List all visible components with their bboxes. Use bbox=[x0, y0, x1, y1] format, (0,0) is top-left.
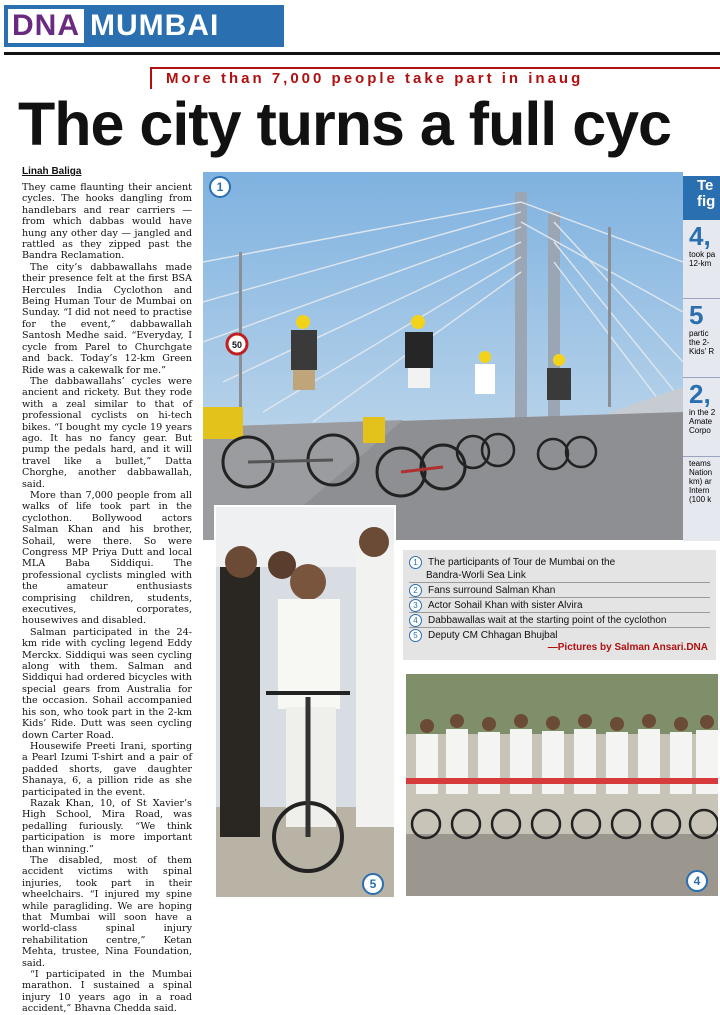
stat-number: 5 bbox=[689, 300, 704, 330]
bhujbal-illustration bbox=[216, 507, 394, 897]
article-paragraph: “I participated in the Mumbai marathon. I sustained a spinal injury 10 years ago in a road accident,” Bhavna Chedda said. bbox=[22, 969, 192, 1015]
photo-number-badge: 1 bbox=[209, 176, 231, 198]
caption-item bbox=[409, 614, 666, 627]
caption-item bbox=[409, 584, 555, 597]
caption-number: 3 bbox=[409, 599, 422, 612]
article-paragraph: Housewife Preeti Irani, sporting a Pearl Izumi T-shirt and a pair of padded shorts, gave daughter Shanaya, 6, a pillion ride as she participated in the event. bbox=[22, 740, 192, 798]
caption-text: Deputy CM Chhagan Bhujbal bbox=[428, 630, 558, 641]
article-paragraph: They came flaunting their ancient cycles. The hooks dangling from handlebars and rear carriers — from which dabbas would have hung any other day — jangled and rattled as they zipped past the Bandra Reclamation. bbox=[22, 182, 192, 262]
caption-text: Bandra-Worli Sea Link bbox=[426, 570, 526, 581]
caption-number: 5 bbox=[409, 629, 422, 642]
stat-line: km) ar bbox=[689, 477, 712, 486]
caption-text: Fans surround Salman Khan bbox=[428, 585, 556, 596]
masthead bbox=[4, 5, 284, 47]
article-body bbox=[22, 182, 192, 1015]
article-paragraph: More than 7,000 people from all walks of life took part in the cyclothon. Bollywood actors Salman Khan and his brother, Sohail, were there. So were Congress MP Priya Dutt and local MLA Baba Siddiqui. The professional cyclists mingled with the amateur enthusiasts comprising children, students, executives, corporates, housewives and disabled. bbox=[22, 489, 192, 627]
stat-line: Nation bbox=[689, 468, 713, 477]
photo-dabbawallas-start bbox=[406, 674, 718, 896]
headline: The city turns a full cyc bbox=[18, 90, 671, 158]
speed-sign-label: 50 bbox=[231, 340, 243, 350]
caption-divider bbox=[409, 627, 710, 628]
stat-line: teams bbox=[689, 459, 711, 468]
caption-divider bbox=[409, 612, 710, 613]
photo-bhujbal-cycling bbox=[214, 505, 396, 899]
stat-number: 2, bbox=[689, 379, 711, 409]
caption-number: 4 bbox=[409, 614, 422, 627]
caption-item bbox=[409, 599, 583, 612]
kicker-strap: More than 7,000 people take part in inaug bbox=[150, 67, 720, 89]
caption-number: 1 bbox=[409, 556, 422, 569]
stat-line: 12-km bbox=[689, 259, 712, 268]
sidebar-heading-line: fig bbox=[697, 193, 716, 210]
stats-sidebar bbox=[683, 176, 720, 541]
caption-item-continued bbox=[426, 569, 526, 582]
caption-divider bbox=[409, 597, 710, 598]
stat-line: Intern bbox=[689, 486, 710, 495]
headline-container bbox=[0, 88, 720, 162]
caption-text: Actor Sohail Khan with sister Alvira bbox=[428, 600, 583, 611]
photo-sea-link-cyclists bbox=[203, 172, 683, 540]
article-paragraph: The city’s dabbawallahs made their presence felt at the first BSA Hercules India Cyclothon and Being Human Tour de Mumbai on Sunday. “I did not need to practise for the event,” dabbawallah Santosh Medhe said. “Everyday, I cycle from Parel to Churchgate and back. Today’s 12-km Green Ride was a cakewalk for me.” bbox=[22, 261, 192, 376]
caption-item bbox=[409, 556, 615, 569]
article-paragraph: Razak Khan, 10, of St Xavier’s High School, Mira Road, was pedalling furiously. “We think participation is more important than winning.” bbox=[22, 797, 192, 855]
header-rule bbox=[4, 52, 720, 55]
sea-link-illustration bbox=[203, 172, 683, 540]
caption-text: The participants of Tour de Mumbai on the bbox=[428, 557, 616, 568]
caption-number: 2 bbox=[409, 584, 422, 597]
sidebar-heading-line: Te bbox=[697, 177, 714, 194]
stat-block bbox=[683, 220, 720, 299]
stat-block bbox=[683, 378, 720, 457]
stat-line: the 2- bbox=[689, 338, 710, 347]
sidebar-heading bbox=[683, 176, 720, 220]
caption-divider bbox=[409, 582, 710, 583]
article-paragraph: The dabbawallahs’ cycles were ancient and rickety. But they rode with a zeal similar to that of professional cyclists on hi-tech bikes. “I bought my cycle 19 years ago. It has no fancy gear. But pump the pedals hard, and it will travel like a bullet,” Datta Chorghe, another dabbawallah, said. bbox=[22, 375, 192, 490]
stat-line: (100 k bbox=[689, 495, 712, 504]
stat-line: Corpo bbox=[689, 426, 711, 435]
photo-number-badge: 4 bbox=[686, 870, 708, 892]
photo-captions bbox=[403, 550, 716, 660]
caption-text: Dabbawallas wait at the starting point of the cyclothon bbox=[428, 615, 667, 626]
photo-number-badge: 5 bbox=[362, 873, 384, 895]
stat-line: partic bbox=[689, 329, 709, 338]
edition-name: MUMBAI bbox=[90, 9, 220, 42]
article-paragraph: Salman participated in the 24-km ride with cycling legend Eddy Merckx. Siddiqui was seen cycling along with them. Salman and Siddiqui had ordered bicycles with special gears from Australia for the occasion. Sohail accompanied his son, who took part in the 2-km Kids’ Ride. Dutt was seen cycling down Carter Road. bbox=[22, 626, 192, 741]
brand-logo: DNA bbox=[8, 9, 84, 43]
photo-credit: —Pictures by Salman Ansari.DNA bbox=[547, 642, 708, 653]
stat-line: Amate bbox=[689, 417, 713, 426]
stat-number: 4, bbox=[689, 221, 711, 251]
byline: Linah Baliga bbox=[22, 166, 82, 177]
stat-block bbox=[683, 299, 720, 378]
stat-block bbox=[683, 457, 720, 506]
dabbawallas-illustration bbox=[406, 674, 718, 896]
stat-line: Kids' R bbox=[689, 347, 715, 356]
stat-line: in the 2 bbox=[689, 408, 716, 417]
article-paragraph: The disabled, most of them accident victims with spinal injuries, took part in their wheelchairs. “I injured my spine while paragliding. We are hoping that Mumbai will soon have a world-class spinal injury rehabilitation centre,” Ketan Mehta, trustee, Nina Foundation, said. bbox=[22, 854, 192, 969]
caption-item bbox=[409, 629, 558, 642]
stat-line: took pa bbox=[689, 250, 716, 259]
